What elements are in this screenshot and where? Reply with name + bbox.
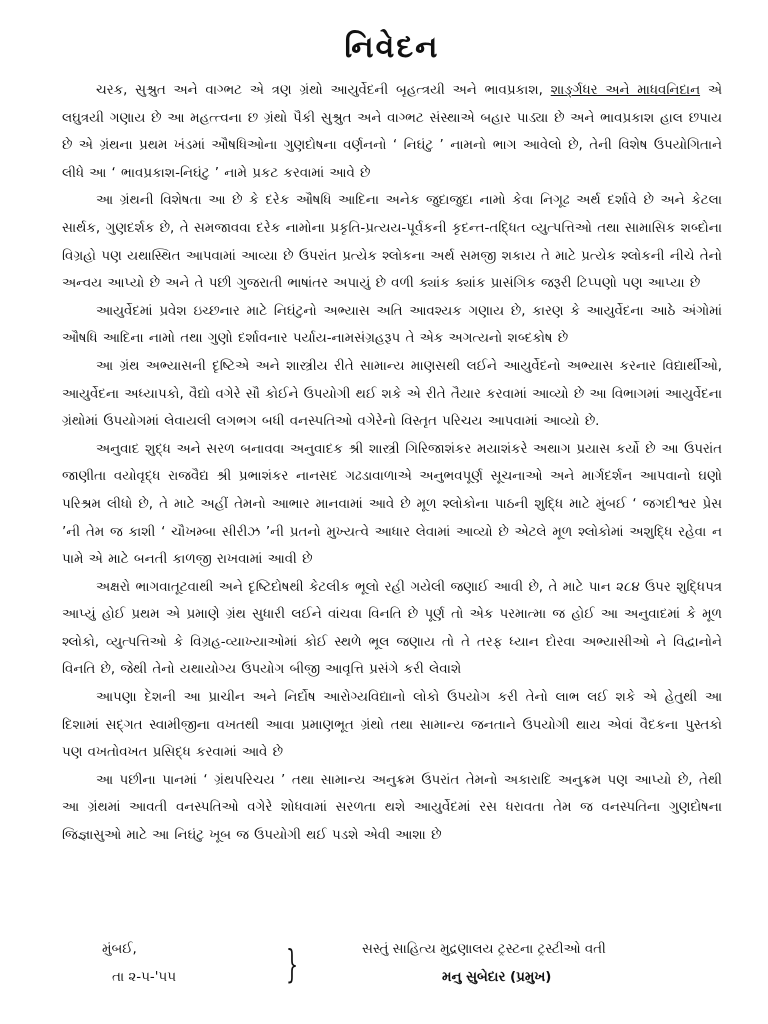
paragraph-6: અક્ષરો ભાગવાતૂટવાથી અને દૃષ્ટિદોષથી કેટલીક ભૂલો રહી ગયેલી જણાઈ આવી છે, તે માટે પાન ૨૮૪ ઉપર શુદ્ધિપત્ર આપ્યું હોઈ પ્રથમ એ પ્રમાણે ગ્રંથ સુધારી લઈને વાંચવા વિનતિ છે પૂર્ણ તો એક પરમાત્મા જ હોઈ આ અનુવાદમાં કે મૂળ શ્લોકો, વ્યુત્પત્તિઓ કે વિગ્રહ-વ્યાખ્યાઓમાં કોઈ સ્થળે ભૂલ જણાય તો તે તરફ ધ્યાન દોરવા અભ્યાસીઓ ને વિદ્વાનોને વિનતિ છે, જેથી તેનો યથાયોગ્ય ઉપયોગ બીજી આવૃત્તિ પ્રસંગે કરી લેવાશે [62,579,722,678]
page-title: નિવેદન [344,30,440,65]
paragraph-1-rest: એ લઘુત્રયી ગણાય છે આ મહત્ત્વના છ ગ્રંથો પૈકી સુશ્રુત અને વાગ્ભટ સંસ્થાએ બહાર પાડ્યા છે અને ભાવપ્રકાશ હાલ છપાય છે એ ગ્રંથના પ્રથમ ખંડમાં ઔષધિઓના ગુણદોષના વર્ણનનો ‘ નિઘંટુ ’ નામનો ભાગ આવેલો છે, તેની વિશેષ ઉપયોગિતાને લીધે આ ‘ ભાવપ્રકાશ-નિઘંટુ ’ નામે પ્રકટ કરવામાં આવે છે [62,83,722,181]
paragraph-7: આપણા દેશની આ પ્રાચીન અને નિર્દોષ આરોગ્યવિદ્યાનો લોકો ઉપયોગ કરી તેનો લાભ લઈ શકે એ હેતુથી આ દિશામાં સદ્ગત સ્વામીજીના વખતથી આવા પ્રમાણભૂત ગ્રંથો તથા સામાન્ય જનતાને ઉપયોગી થાય એવાં વૈદકના પુસ્તકો પણ વખતોવખત પ્રસિદ્ધ કરવામાં આવે છે [62,690,722,761]
preface-body [62,77,722,850]
organization: સસ્તું સાહિત્ય મુદ્રણાલય ટ્રસ્ટના ટ્રસ્ટીઓ વતી [362,942,606,957]
underlined-text: શાર્ઙ્ગધર અને માધવનિદાન [550,83,701,98]
paragraph-4: આ ગ્રંથ અભ્યાસની દૃષ્ટિએ અને શાસ્ત્રીય રીતે સામાન્ય માણસથી લઈને આયુર્વેદનો અભ્યાસ કરનાર વિદ્યાર્થીઓ, આયુર્વેદના અધ્યાપકો, વૈદ્યો વગેરે સૌ કોઈને ઉપયોગી થઈ શકે એ રીતે તૈયાર કરવામાં આવ્યો છે આ વિભાગમાં આયુર્વેદના ગ્રંથોમાં ઉપયોગમાં લેવાયલી લગભગ બધી વનસ્પતિઓ વગેરેનો વિસ્તૃત પરિચય આપવામાં આવ્યો છે. [62,358,722,430]
paragraph-2: આ ગ્રંથની વિશેષતા આ છે કે દરેક ઔષધિ આદિના અનેક જુદાજુદા નામો કેવા નિગૂઢ અર્થ દર્શાવે છે અને કેટલા સાર્થક, ગુણદર્શક છે, તે સમજાવવા દરેક નામોના પ્રકૃતિ-પ્રત્યય-પૂર્વકની કૃદન્ત-તદ્ધિત વ્યુત્પત્તિઓ તથા સામાસિક શબ્દોના વિગ્રહો પણ યથાસ્થિત આપવામાં આવ્યા છે ઉપરાંત પ્રત્યેક શ્લોકના અર્થ સમજી શકાય તે માટે પ્રત્યેક શ્લોકની નીચે તેનો અન્વય આપ્યો છે અને તે પછી ગુજરાતી ભાષાંતર અપાયું છે વળી ક્યાંક ક્યાંક પ્રાસંગિક જરૂરી ટિપ્પણો પણ આપ્યા છે [62,193,722,292]
brace-divider: } [286,942,299,986]
signatory-name: મનુ સુબેદાર (પ્રમુખ) [442,970,552,985]
paragraph-1-lead: ચરક, સુશ્રુત અને વાગ્ભટ એ ત્રણ ગ્રંથો આયુર્વેદની બૃહત્ત્રયી અને ભાવપ્રકાશ, [96,83,551,98]
paragraph-1 [62,77,722,187]
place-date [102,936,176,992]
date: તા ૨-૫-'૫૫ [112,970,177,985]
paragraph-3: આયુર્વેદમાં પ્રવેશ ઇચ્છનાર માટે નિઘંટુનો અભ્યાસ અતિ આવશ્યક ગણાય છે, કારણ કે આયુર્વેદના આઠે અંગોમાં ઔષધિ આદિના નામો તથા ગુણો દર્શાવનાર પર્યાય-નામસંગ્રહરૂપ તે એક અગત્યનો શબ્દકોષ છે [62,303,722,347]
paragraph-8: આ પછીના પાનમાં ‘ ગ્રંથપરિચય ’ તથા સામાન્ય અનુક્રમ ઉપરાંત તેમનો અકારાદિ અનુક્રમ પણ આપ્યો છે, તેથી આ ગ્રંથમાં આવતી વનસ્પતિઓ વગેરે શોધવામાં સરળતા થશે આયુર્વેદમાં રસ ધરાવતા તેમ જ વનસ્પતિના ગુણદોષના જિજ્ઞાસુઓ માટે આ નિઘંટુ ખૂબ જ ઉપયોગી થઈ પડશે એવી આશા છે [62,772,722,844]
place: મુંબઈ, [102,942,137,957]
signatory [362,936,606,992]
signature-block [62,936,722,996]
paragraph-5: અનુવાદ શુદ્ધ અને સરળ બનાવવા અનુવાદક શ્રી શાસ્ત્રી ગિરિજાશંકર મયાશંકરે અથાગ પ્રયાસ કર્યો છે આ ઉપરાંત જાણીતા વયોવૃદ્ધ રાજવૈદ્ય શ્રી પ્રભાશંકર નાનસદ ગઢડાવાળાએ અનુભવપૂર્ણ સૂચનાઓ અને માર્ગદર્શન આપવાનો ઘણો પરિશ્રમ લીધો છે, તે માટે અહીં તેમનો આભાર માનવામાં આવે છે મૂળ શ્લોકોના પાઠની શુદ્ધિ માટે મુંબઈ ‘ જગદીશ્વર પ્રેસ ’ની તેમ જ કાશી ‘ ચૌખમ્બા સીરીઝ ’ની પ્રતનો મુખ્યત્વે આધાર લેવામાં આવ્યો છે એટલે મૂળ શ્લોકોમાં અશુદ્ધિ રહેવા ન પામે એ માટે બનતી કાળજી રાખવામાં આવી છે [62,441,722,568]
